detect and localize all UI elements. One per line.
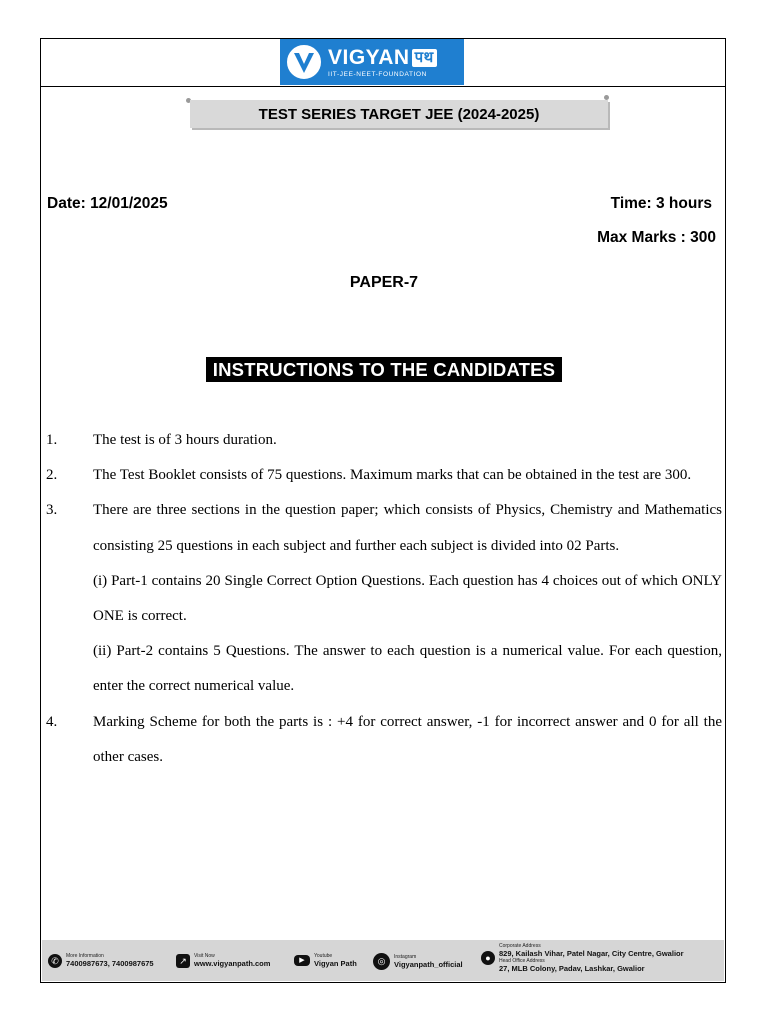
instruction-item (46, 458, 722, 493)
footer-head-value: 27, MLB Colony, Padav, Lashkar, Gwalior (499, 964, 645, 973)
logo-tagline: IIT-JEE-NEET-FOUNDATION (328, 70, 427, 78)
instagram-icon: ◎ (373, 953, 390, 970)
footer-phone-value: 7400987673, 7400987675 (66, 959, 154, 968)
contact-footer (42, 940, 724, 981)
instruction-number: 3. (46, 502, 58, 519)
location-pin-icon: ● (481, 951, 495, 965)
header-divider (40, 86, 726, 87)
footer-youtube (294, 953, 357, 968)
footer-instagram-value: Vigyanpath_official (394, 960, 463, 969)
instruction-text: Marking Scheme for both the parts is : +4 for correct answer, -1 for incorrect answer and 0 for all the other cases. (93, 713, 722, 765)
footer-corp-label: Corporate Address (499, 943, 541, 949)
max-marks: Max Marks : 300 (597, 229, 716, 246)
exam-date: Date: 12/01/2025 (47, 195, 168, 212)
instruction-text: The Test Booklet consists of 75 questions. Maximum marks that can be obtained in the test are 300. (93, 467, 692, 484)
footer-corp-value: 829, Kailash Vihar, Patel Nagar, City Centre, Gwalior (499, 949, 684, 958)
footer-youtube-value: Vigyan Path (314, 959, 357, 968)
paper-number: PAPER-7 (349, 274, 419, 291)
logo-v-icon (284, 42, 324, 82)
instruction-subitem: (i) Part-1 contains 20 Single Correct Option Questions. Each question has 4 choices out of which ONLY ONE is correct. (93, 572, 722, 625)
instruction-number: 1. (46, 432, 58, 448)
phone-icon: ✆ (48, 954, 62, 968)
logo-hindi: पथ (412, 49, 437, 67)
instruction-number: 2. (46, 467, 58, 484)
instructions-list (46, 423, 722, 775)
instruction-item (46, 423, 722, 458)
footer-phone-label: More Information (66, 953, 104, 959)
footer-address (481, 943, 684, 973)
instruction-subitem: (ii) Part-2 contains 5 Questions. The answer to each question is a numerical value. For each question, enter the correct numerical value. (93, 643, 722, 695)
footer-instagram (373, 953, 463, 970)
external-link-icon: ↗ (176, 954, 190, 968)
vigyan-path-logo (280, 39, 464, 85)
footer-instagram-label: Instagram (394, 954, 417, 960)
instruction-number: 4. (46, 713, 58, 730)
youtube-icon: ▶ (294, 955, 310, 966)
instructions-heading: INSTRUCTIONS TO THE CANDIDATES (206, 357, 562, 382)
footer-head-label: Head Office Address (499, 958, 545, 964)
instruction-item (46, 705, 722, 775)
footer-web-value: www.vigyanpath.com (194, 959, 271, 968)
instruction-text: There are three sections in the question paper; which consists of Physics, Chemistry and Mathematics consisting 25 questions in each subject and further each subject is divided into 02 Parts. (93, 502, 722, 554)
footer-website (176, 953, 270, 968)
footer-youtube-label: Youtube (314, 953, 333, 959)
exam-time: Time: 3 hours (610, 195, 712, 212)
instruction-text: The test is of 3 hours duration. (93, 432, 277, 448)
footer-web-label: Visit Now (194, 953, 215, 959)
logo-name: VIGYAN (328, 45, 410, 69)
footer-phone (48, 953, 154, 968)
test-series-title: TEST SERIES TARGET JEE (2024-2025) (190, 100, 608, 128)
instruction-item (46, 493, 722, 704)
